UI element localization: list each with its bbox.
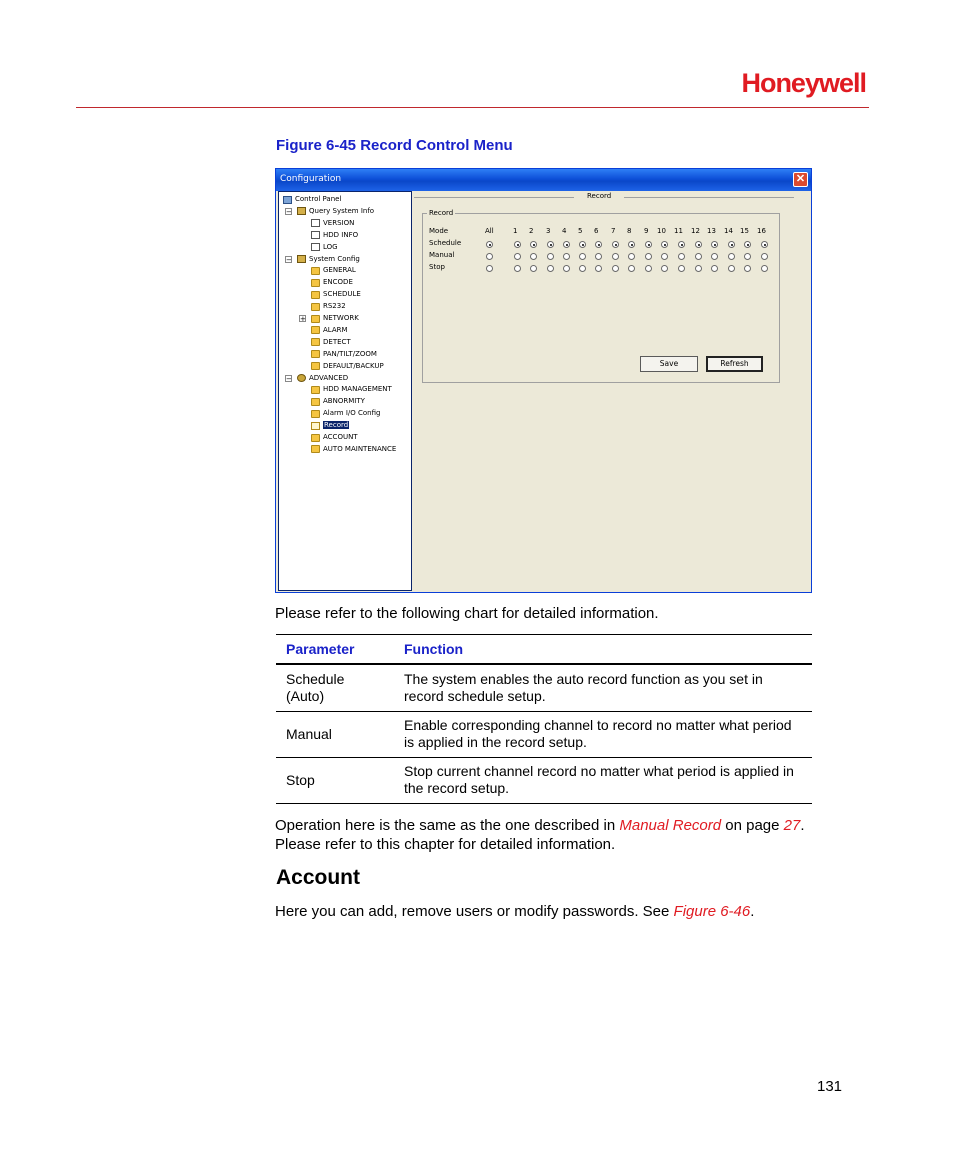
folder-icon xyxy=(311,362,320,370)
tree-item[interactable] xyxy=(283,194,341,205)
tree-item[interactable] xyxy=(311,444,396,455)
channel-label: 9 xyxy=(644,227,649,235)
record-mode-radio[interactable] xyxy=(661,265,668,272)
tree-item[interactable] xyxy=(311,289,361,300)
folder-icon xyxy=(311,303,320,311)
param-cell: Manual xyxy=(286,725,332,742)
operation-text: Operation here is the same as the one described in xyxy=(275,817,620,834)
tools-icon xyxy=(297,207,306,215)
record-mode-radio[interactable] xyxy=(486,265,493,272)
folder-icon xyxy=(311,398,320,406)
record-mode-radio[interactable] xyxy=(530,265,537,272)
gear-icon xyxy=(297,374,306,382)
folder-icon xyxy=(311,267,320,275)
record-mode-radio[interactable] xyxy=(628,241,635,248)
record-mode-radio[interactable] xyxy=(628,253,635,260)
record-mode-radio[interactable] xyxy=(514,265,521,272)
section-heading: Account xyxy=(276,866,360,889)
tree-item[interactable] xyxy=(311,408,380,419)
tree-item-label: Control Panel xyxy=(295,195,342,203)
expand-icon[interactable]: + xyxy=(300,315,306,323)
window-title: Configuration xyxy=(280,174,342,184)
record-mode-radio[interactable] xyxy=(514,241,521,248)
tree-item-label: Alarm I/O Config xyxy=(323,409,381,418)
tree-item[interactable] xyxy=(311,396,365,407)
record-mode-radio[interactable] xyxy=(579,265,586,272)
channel-label: 10 xyxy=(657,227,666,235)
record-mode-radio[interactable] xyxy=(612,253,619,260)
tree-item-label: Query System Info xyxy=(309,206,375,215)
record-mode-radio[interactable] xyxy=(744,265,751,272)
folder-icon xyxy=(311,291,320,299)
folder-icon xyxy=(311,445,320,453)
monitor-icon xyxy=(283,196,292,204)
tree-item-label: AUTO MAINTENANCE xyxy=(323,444,397,453)
record-mode-radio[interactable] xyxy=(761,253,768,260)
manual-record-link[interactable]: Manual Record xyxy=(619,817,722,834)
mode-row-label: Stop xyxy=(429,263,445,271)
record-mode-radio[interactable] xyxy=(612,241,619,248)
record-mode-radio[interactable] xyxy=(530,253,537,260)
record-mode-radio[interactable] xyxy=(514,253,521,260)
collapse-icon[interactable]: − xyxy=(286,207,292,216)
record-mode-radio[interactable] xyxy=(678,253,685,260)
header-rule xyxy=(76,107,869,108)
record-mode-radio[interactable] xyxy=(695,241,702,248)
tree-item-label: ABNORMITY xyxy=(323,397,365,406)
record-mode-radio[interactable] xyxy=(547,253,554,260)
channel-label: 1 xyxy=(513,227,518,235)
record-mode-radio[interactable] xyxy=(530,241,537,248)
column-header: Function xyxy=(404,641,464,657)
record-mode-radio[interactable] xyxy=(661,253,668,260)
folder-icon xyxy=(311,386,320,394)
save-button[interactable]: Save xyxy=(640,356,698,372)
record-mode-radio[interactable] xyxy=(595,241,602,248)
tree-item[interactable] xyxy=(311,325,348,336)
folder-icon xyxy=(311,279,320,287)
account-paragraph xyxy=(275,902,754,921)
function-cell: Stop current channel record no matter what period is applied in the record setup. xyxy=(404,763,794,796)
channel-label: 7 xyxy=(611,227,616,235)
tree-item-label: Record xyxy=(324,421,349,430)
account-text: . xyxy=(750,903,755,920)
record-mode-radio[interactable] xyxy=(563,241,570,248)
channel-label: 4 xyxy=(562,227,567,235)
tree-item[interactable] xyxy=(311,277,353,288)
tree-item[interactable] xyxy=(311,265,356,276)
channel-label: 3 xyxy=(546,227,551,235)
channel-label: 12 xyxy=(691,227,700,235)
folder-icon xyxy=(311,350,320,358)
operation-paragraph xyxy=(275,816,815,854)
record-mode-radio[interactable] xyxy=(728,253,735,260)
page-link[interactable]: 27 xyxy=(783,817,801,834)
all-label: All xyxy=(485,227,494,235)
channel-label: 15 xyxy=(740,227,749,235)
tree-item[interactable] xyxy=(311,432,358,443)
channel-label: 14 xyxy=(724,227,733,235)
folder-icon xyxy=(311,338,320,346)
channel-label: 2 xyxy=(529,227,534,235)
record-mode-radio[interactable] xyxy=(661,241,668,248)
folder-icon xyxy=(311,410,320,418)
record-mode-radio[interactable] xyxy=(563,253,570,260)
figure-caption: Figure 6-45 Record Control Menu xyxy=(276,137,513,154)
record-mode-radio[interactable] xyxy=(486,253,493,260)
function-cell: The system enables the auto record function as you set in record schedule setup. xyxy=(404,670,763,704)
mode-row-label: Schedule xyxy=(429,239,462,247)
mode-row-label: Manual xyxy=(429,251,455,259)
record-mode-radio[interactable] xyxy=(547,241,554,248)
record-mode-radio[interactable] xyxy=(678,241,685,248)
record-mode-radio[interactable] xyxy=(744,241,751,248)
collapse-icon[interactable]: − xyxy=(286,255,292,264)
tree-item-label: PAN/TILT/ZOOM xyxy=(323,349,377,358)
record-mode-radio[interactable] xyxy=(695,265,702,272)
tree-item[interactable] xyxy=(297,254,360,265)
tree-item[interactable] xyxy=(311,230,358,241)
close-icon[interactable]: ✕ xyxy=(793,172,808,187)
refresh-button[interactable]: Refresh xyxy=(706,356,763,372)
intro-text: Please refer to the following chart for detailed information. xyxy=(275,605,659,622)
record-mode-radio[interactable] xyxy=(645,265,652,272)
column-header: Parameter xyxy=(286,641,355,657)
tree-item-label: HDD INFO xyxy=(323,230,359,239)
record-mode-radio[interactable] xyxy=(728,241,735,248)
tree-item-label: DEFAULT/BACKUP xyxy=(323,361,384,370)
record-mode-radio[interactable] xyxy=(711,265,718,272)
tree-item-label: NETWORK xyxy=(323,314,359,322)
channel-label: 6 xyxy=(594,227,599,235)
figure-link[interactable]: Figure 6-46 xyxy=(673,903,751,920)
record-mode-radio[interactable] xyxy=(579,241,586,248)
tree-item[interactable] xyxy=(311,301,346,312)
channel-label: 11 xyxy=(674,227,683,235)
mode-label: Mode xyxy=(429,227,449,235)
tree-item-label: ENCODE xyxy=(323,278,353,287)
record-mode-radio[interactable] xyxy=(695,253,702,260)
tree-item-label: SCHEDULE xyxy=(323,290,361,299)
table-header-row xyxy=(276,635,812,665)
tree-item-label: ALARM xyxy=(323,325,348,334)
param-cell: Stop xyxy=(286,771,315,788)
param-cell: Schedule (Auto) xyxy=(286,670,345,704)
parameter-table xyxy=(276,634,812,804)
folder-icon xyxy=(311,326,320,334)
tree-item-label: HDD MANAGEMENT xyxy=(323,385,392,394)
tree-item[interactable] xyxy=(311,349,377,360)
record-mode-radio[interactable] xyxy=(579,253,586,260)
table-row xyxy=(276,664,812,711)
panel-divider xyxy=(414,197,574,198)
panel-divider xyxy=(624,197,794,198)
tree-item[interactable] xyxy=(311,337,351,348)
config-tree xyxy=(278,191,412,591)
folder-icon xyxy=(311,434,320,442)
tree-item-label: ACCOUNT xyxy=(323,433,358,441)
record-mode-radio[interactable] xyxy=(744,253,751,260)
tree-item[interactable] xyxy=(311,384,392,395)
tree-item[interactable] xyxy=(297,206,374,217)
tree-item-label: GENERAL xyxy=(323,266,356,275)
record-mode-radio[interactable] xyxy=(486,241,493,248)
record-mode-radio[interactable] xyxy=(563,265,570,272)
operation-text: on page xyxy=(721,817,784,834)
folder-icon xyxy=(311,315,320,323)
table-row xyxy=(276,757,812,803)
record-mode-radio[interactable] xyxy=(612,265,619,272)
tree-item[interactable] xyxy=(311,420,349,431)
channel-label: 13 xyxy=(707,227,716,235)
configuration-window xyxy=(275,168,812,593)
record-mode-radio[interactable] xyxy=(547,265,554,272)
record-mode-radio[interactable] xyxy=(595,265,602,272)
function-cell: Enable corresponding channel to record no matter what period is applied in the record setup. xyxy=(404,717,792,750)
channel-label: 8 xyxy=(627,227,632,235)
tree-item[interactable] xyxy=(311,218,354,229)
tree-item[interactable] xyxy=(311,361,384,372)
tree-item-label: VERSION xyxy=(323,218,355,227)
record-group-legend: Record xyxy=(429,209,454,217)
record-mode-radio[interactable] xyxy=(645,253,652,260)
tree-item-label: LOG xyxy=(323,242,338,251)
document-icon xyxy=(311,219,320,227)
record-mode-radio[interactable] xyxy=(595,253,602,260)
tree-item-label: ADVANCED xyxy=(309,373,349,382)
tree-item[interactable] xyxy=(311,313,359,324)
panel-title: Record xyxy=(584,192,614,200)
tree-item[interactable] xyxy=(311,242,338,253)
tree-item-label: RS232 xyxy=(323,302,346,311)
folder-open-icon xyxy=(311,422,320,430)
record-mode-radio[interactable] xyxy=(761,241,768,248)
document-icon xyxy=(311,243,320,251)
record-mode-radio[interactable] xyxy=(761,265,768,272)
tree-item-label: System Config xyxy=(309,254,360,263)
honeywell-logo: Honeywell xyxy=(741,68,866,98)
channel-label: 16 xyxy=(757,227,766,235)
record-mode-radio[interactable] xyxy=(728,265,735,272)
tree-item-label: DETECT xyxy=(323,337,351,346)
record-mode-radio[interactable] xyxy=(628,265,635,272)
record-groupbox xyxy=(422,209,780,383)
collapse-icon[interactable]: − xyxy=(286,374,292,383)
tree-item[interactable] xyxy=(297,373,348,384)
tools-icon xyxy=(297,255,306,263)
record-mode-radio[interactable] xyxy=(678,265,685,272)
window-titlebar xyxy=(276,169,811,191)
operation-text: . Please refer to this chapter for detailed information. xyxy=(275,817,805,853)
channel-label: 5 xyxy=(578,227,583,235)
table-row xyxy=(276,711,812,757)
page-number: 131 xyxy=(817,1078,843,1095)
document-icon xyxy=(311,231,320,239)
record-mode-radio[interactable] xyxy=(711,253,718,260)
record-mode-radio[interactable] xyxy=(645,241,652,248)
account-text: Here you can add, remove users or modify passwords. See xyxy=(275,903,674,920)
record-mode-radio[interactable] xyxy=(711,241,718,248)
